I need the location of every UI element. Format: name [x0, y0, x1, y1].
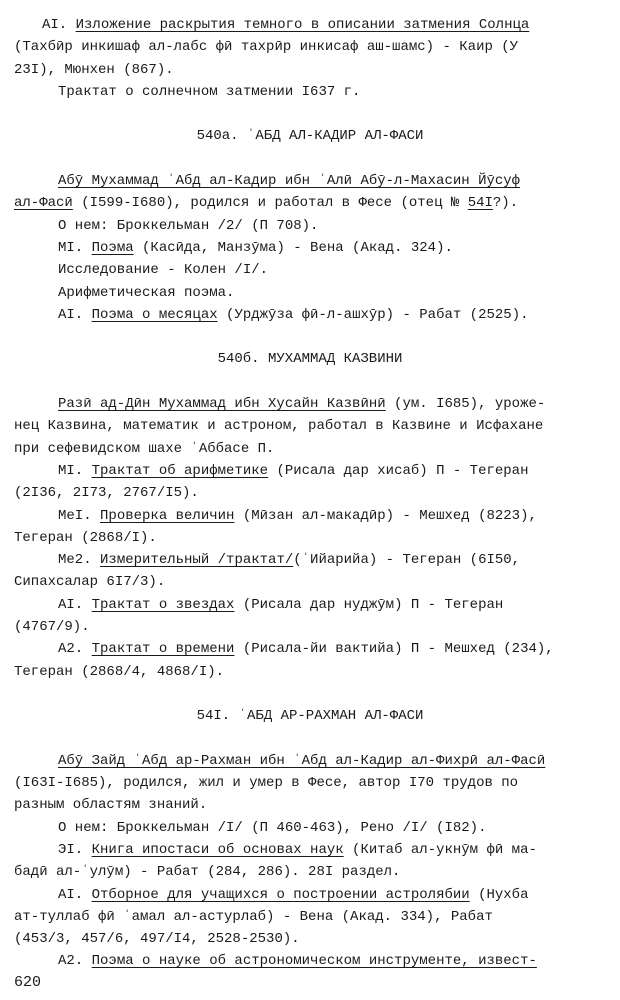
text-line: MeI. Проверка величин (Мӣзан ал-макадӣр) - Мешхед (8223), [58, 507, 537, 524]
text-line: при сефевидском шахе ʿАббасе П. [14, 440, 275, 457]
author-name: Абӯ Зайд ʿАбд ар-Рахман ибн ʿАбд ал-Кадир ал-Фихрӣ ал-Фасӣ [58, 752, 546, 769]
work-title: Проверка величин [100, 507, 235, 524]
text-line: Тегеран (2868/I). [14, 529, 157, 546]
text-line: AI. Поэма о месяцах (Урджӯза фӣ-л-ашхӯр) - Рабат (2525). [58, 306, 529, 323]
text-line: бадӣ ал-ʿулӯм) - Рабат (284, 286). 28I раздел. [14, 864, 401, 881]
work-title: Поэма [91, 239, 134, 256]
text-line: ал-Фасӣ (I599-I680), родился и работал в Фесе (отец № 54I?). [14, 195, 519, 212]
text-line: Трактат о солнечном затмении I637 г. [58, 83, 361, 100]
text-line: нец Казвина, математик и астроном, работал в Казвине и Исфахане [14, 418, 544, 435]
text-line: Арифметическая поэма. [58, 284, 235, 301]
text-line: (2I36, 2I73, 2767/I5). [14, 485, 199, 502]
text-line: ЭI. Книга ипостаси об основах наук (Китаб ал-укнӯм фӣ ма- [58, 841, 537, 858]
text-line: ат-туллаб фӣ ʿамал ал-астурлаб) - Вена (Акад. 334), Рабат [14, 908, 493, 925]
cross-reference: 54I [467, 195, 493, 212]
text-line: разным областям знаний. [14, 797, 208, 814]
text-line: AI. Трактат о звездах (Рисала дар нуджӯм) П - Тегеран [58, 596, 504, 613]
text-line: О нем: Броккельман /2/ (П 708). [58, 217, 319, 234]
text-line: (453/3, 457/6, 497/I4, 2528-2530). [14, 931, 300, 948]
text-line: О нем: Броккельман /I/ (П 460-463), Рено /I/ (I82). [58, 819, 487, 836]
entry-heading: 540б. МУХАММАД КАЗВИНИ [217, 351, 403, 368]
text-line [14, 750, 606, 772]
entry-heading: 540а. ʿАБД АЛ-КАДИР АЛ-ФАСИ [196, 128, 424, 145]
page-body [14, 14, 606, 973]
text-line [14, 170, 606, 192]
text-line: Me2. Измерительный /трактат/(ʿИйарийа) - Тегеран (6I50, [58, 552, 521, 569]
work-title: Изложение раскрытия темного в описании затмения Солнца [75, 17, 530, 33]
text-line: A2. Поэма о науке об астрономическом инструменте, извест- [58, 953, 537, 970]
text-line: Тегеран (2868/4, 4868/I). [14, 663, 225, 680]
author-name: Разӣ ад-Дӣн Мухаммад ибн Хусайн Казвӣнӣ [58, 396, 386, 413]
text-line: Сипахсалар 6I7/3). [14, 574, 166, 591]
text-line: (4767/9). [14, 619, 90, 636]
author-name: ал-Фасӣ [14, 195, 73, 212]
text-line: MI. Трактат об арифметике (Рисала дар хисаб) П - Тегеран [58, 462, 529, 479]
work-title: Книга ипостаси об основах наук [91, 841, 344, 858]
work-title: Трактат о звездах [91, 596, 235, 613]
work-title: Измерительный /трактат/ [100, 552, 294, 569]
text-line: 23I), Мюнхен (867). [14, 61, 174, 78]
author-name: Абӯ Мухаммад ʿАбд ал-Кадир ибн ʿАлӣ Абӯ-л-Махасин Йӯсуф [58, 173, 521, 190]
text-line: AI. Изложение раскрытия темного в описании затмения Солнца [42, 17, 530, 33]
work-title: Трактат о времени [91, 641, 235, 658]
text-line: (I63I-I685), родился, жил и умер в Фесе, автор I70 трудов по [14, 775, 519, 792]
text-line: Разӣ ад-Дӣн Мухаммад ибн Хусайн Казвӣнӣ (ум. I685), уроже- [58, 396, 546, 413]
work-title: Трактат об арифметике [91, 462, 269, 479]
page-number: 620 [14, 974, 42, 991]
text-line: Исследование - Колен /I/. [58, 262, 269, 279]
text-line: AI. Отборное для учащихся о построении астролябии (Нухба [58, 886, 529, 903]
text-line: A2. Трактат о времени (Рисала-йи вактийа) П - Мешхед (234), [58, 641, 554, 658]
text-line: (Тахбӣр инкишаф ал-лабс фӣ тахрӣр инкисаф аш-шамс) - Каир (У [14, 39, 519, 56]
work-title: Поэма о месяцах [91, 306, 218, 323]
text-line: MI. Поэма (Касӣда, Манзӯма) - Вена (Акад. 324). [58, 239, 453, 256]
work-title: Поэма о науке об астрономическом инструменте, извест- [91, 953, 537, 970]
work-title: Отборное для учащихся о построении астролябии [91, 886, 470, 903]
entry-heading: 54I. ʿАБД АР-РАХМАН АЛ-ФАСИ [196, 708, 424, 725]
